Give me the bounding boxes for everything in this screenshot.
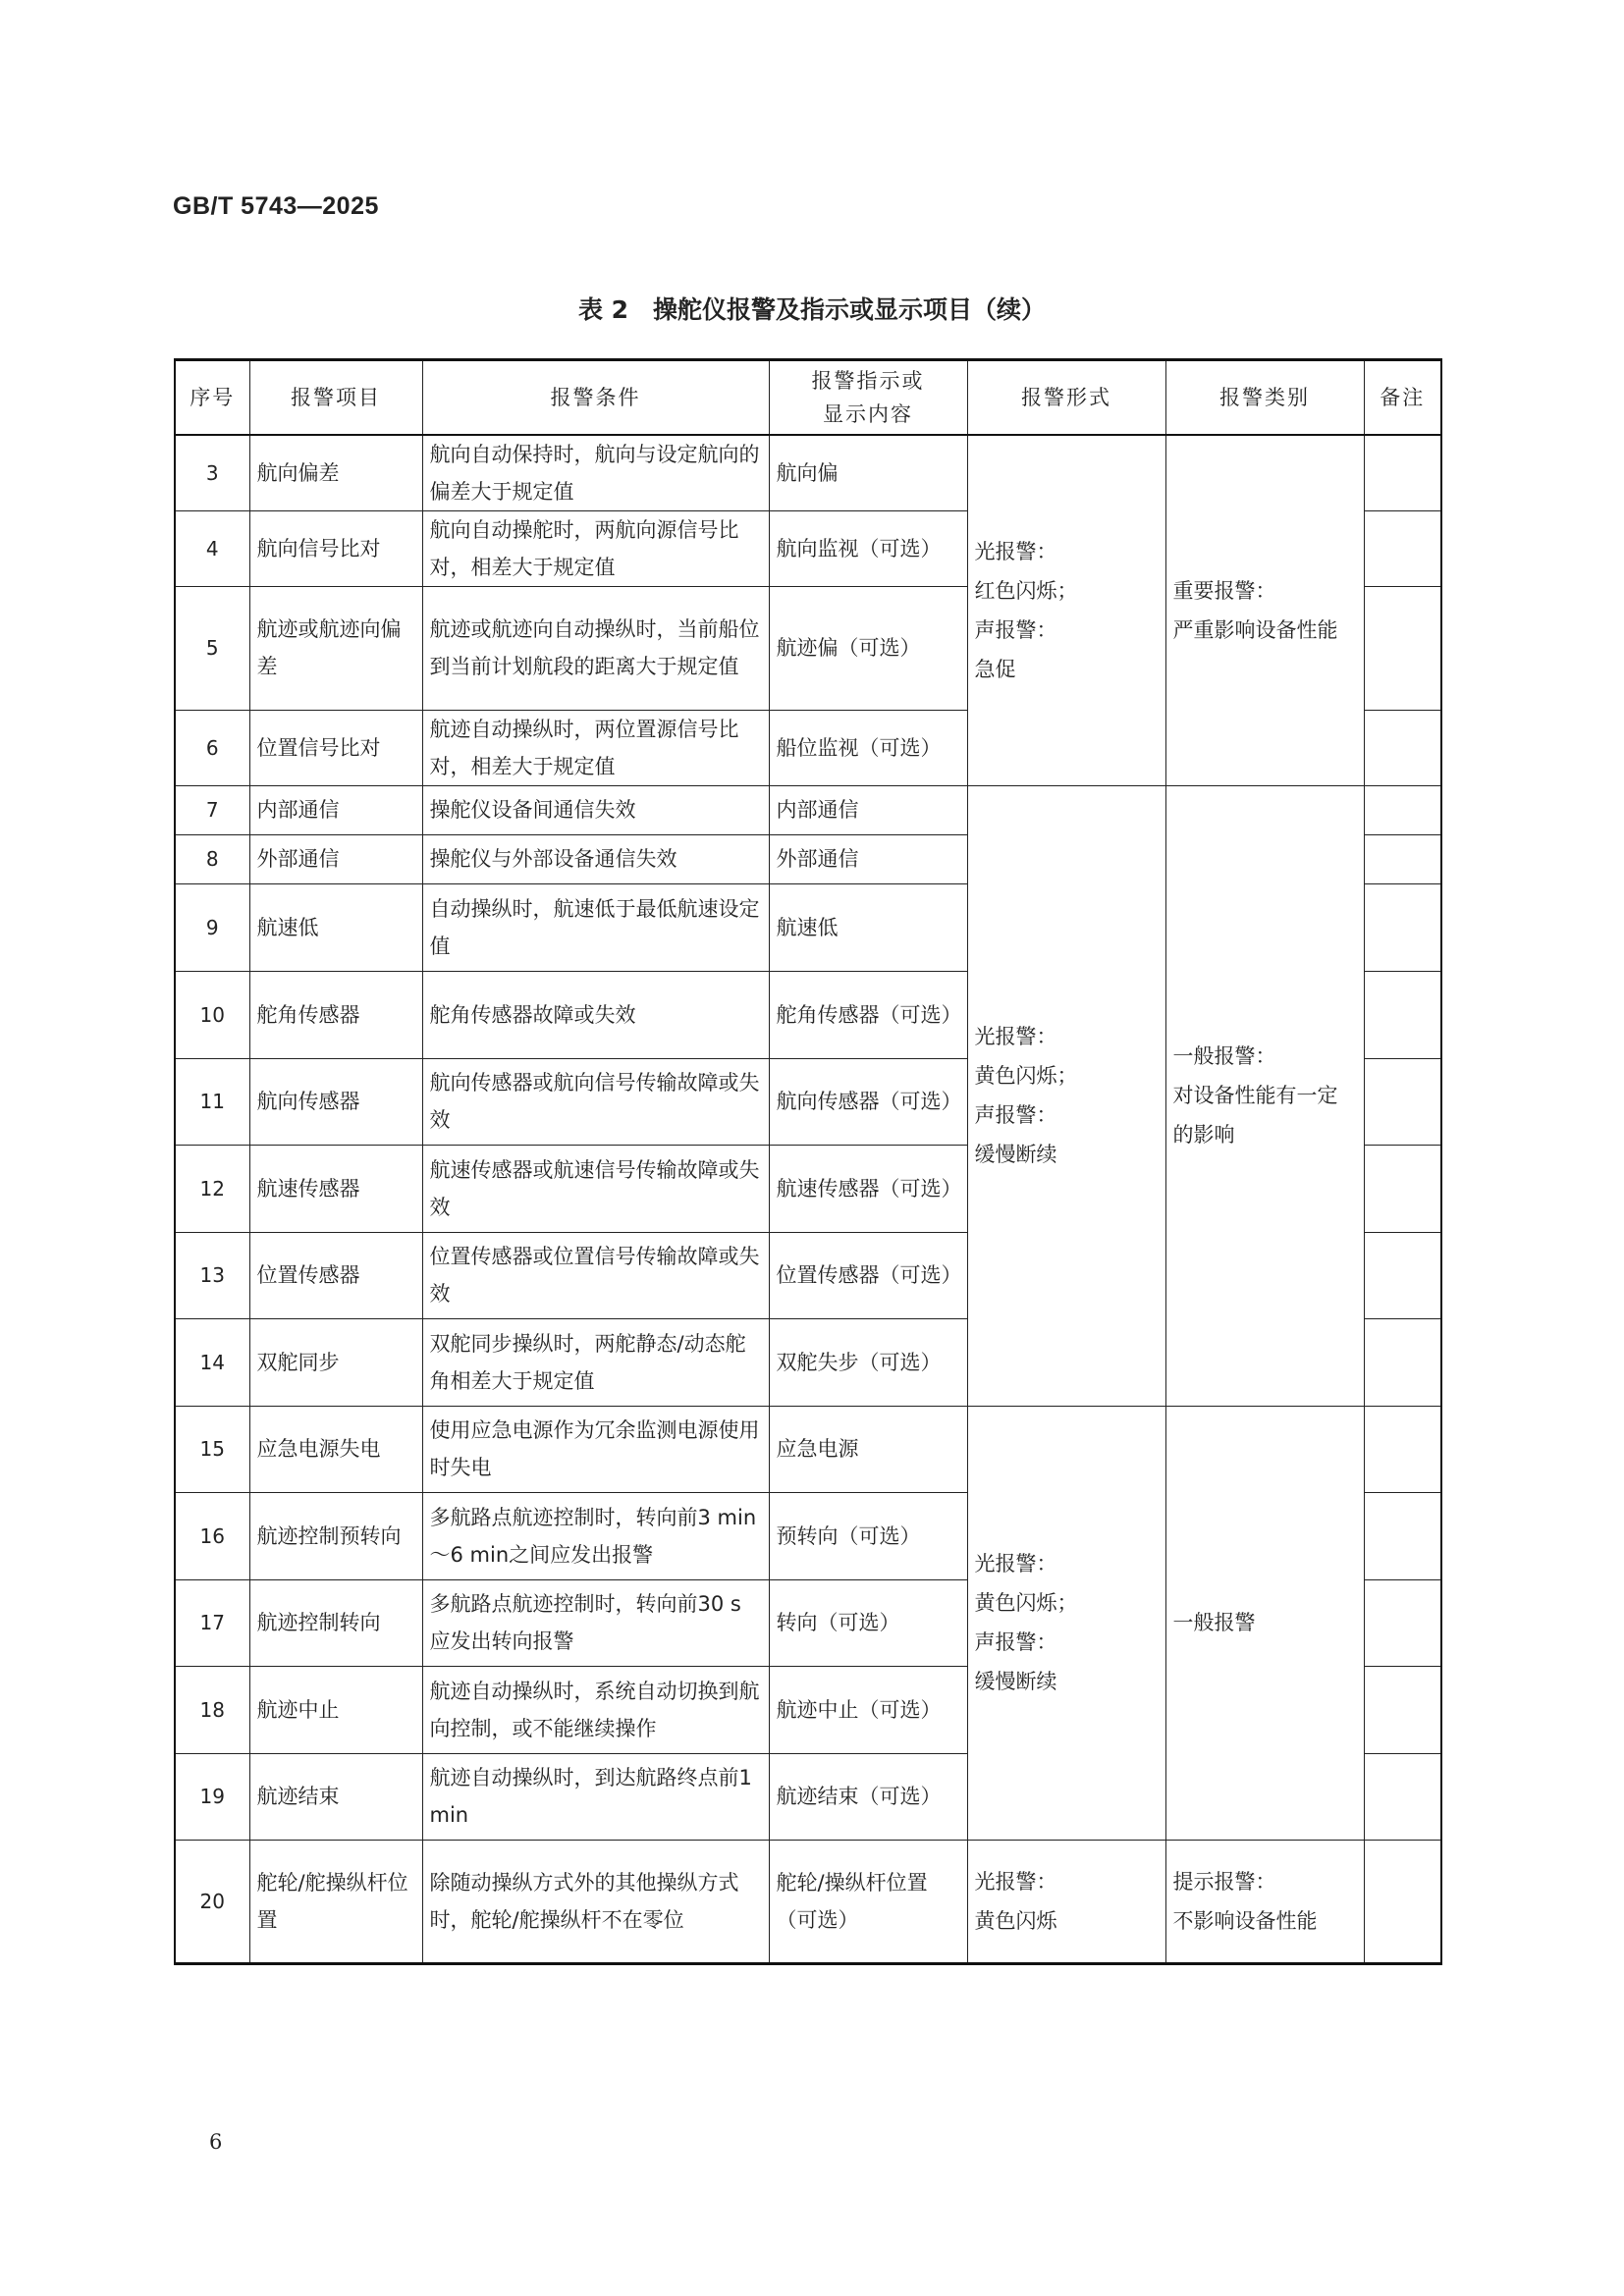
row-remarks <box>1364 710 1441 785</box>
row-no: 11 <box>175 1058 249 1145</box>
form-line: 光报警： <box>974 539 1057 563</box>
form-line: 声报警： <box>974 617 1057 642</box>
row-item: 位置信号比对 <box>249 710 422 785</box>
row-item: 双舵同步 <box>249 1318 422 1406</box>
row-condition: 双舵同步操纵时，两舵静态/动态舵角相差大于规定值 <box>422 1318 769 1406</box>
alarm-form-cell <box>967 435 1165 786</box>
alarm-table <box>174 358 1442 1965</box>
row-remarks <box>1364 1058 1441 1145</box>
row-condition: 操舵仪设备间通信失效 <box>422 785 769 834</box>
row-remarks <box>1364 883 1441 971</box>
col-header-item: 报警项目 <box>249 360 422 435</box>
row-condition: 航迹自动操纵时，两位置源信号比对，相差大于规定值 <box>422 710 769 785</box>
alarm-category-cell <box>1165 1406 1364 1840</box>
row-display: 航迹偏（可选） <box>769 586 967 710</box>
form-line: 缓慢断续 <box>974 1143 1057 1166</box>
table-row <box>175 1406 1441 1492</box>
alarm-form-cell <box>967 785 1165 1406</box>
row-remarks <box>1364 510 1441 586</box>
row-item: 航迹结束 <box>249 1753 422 1840</box>
col-header-display-line2: 显示内容 <box>823 401 913 426</box>
row-display: 舵轮/操纵杆位置（可选） <box>769 1840 967 1963</box>
col-header-no: 序号 <box>175 360 249 435</box>
page-number: 6 <box>209 2130 223 2154</box>
col-header-condition: 报警条件 <box>422 360 769 435</box>
row-no: 20 <box>175 1840 249 1963</box>
table-header-row <box>175 360 1441 435</box>
row-remarks <box>1364 1145 1441 1232</box>
row-remarks <box>1364 1666 1441 1753</box>
form-line: 黄色闪烁； <box>974 1591 1078 1615</box>
category-line: 对设备性能有一定的影响 <box>1172 1084 1338 1147</box>
table-title: 表 2 操舵仪报警及指示或显示项目（续） <box>577 295 1047 324</box>
form-line: 光报警： <box>974 1869 1057 1894</box>
row-condition: 航向自动保持时，航向与设定航向的偏差大于规定值 <box>422 435 769 511</box>
row-display: 转向（可选） <box>769 1579 967 1666</box>
row-no: 16 <box>175 1492 249 1579</box>
row-remarks <box>1364 1579 1441 1666</box>
table-row <box>175 785 1441 834</box>
alarm-category-cell <box>1165 785 1364 1406</box>
row-item: 位置传感器 <box>249 1232 422 1318</box>
col-header-display <box>769 360 967 435</box>
row-display: 航向偏 <box>769 435 967 511</box>
row-item: 舵轮/舵操纵杆位置 <box>249 1840 422 1963</box>
row-display: 外部通信 <box>769 834 967 883</box>
category-line: 重要报警： <box>1172 578 1276 603</box>
row-no: 13 <box>175 1232 249 1318</box>
row-no: 3 <box>175 435 249 511</box>
row-no: 17 <box>175 1579 249 1666</box>
row-item: 航迹或航迹向偏差 <box>249 586 422 710</box>
row-condition: 自动操纵时，航速低于最低航速设定值 <box>422 883 769 971</box>
row-condition: 航向传感器或航向信号传输故障或失效 <box>422 1058 769 1145</box>
row-remarks <box>1364 1406 1441 1492</box>
row-item: 航向传感器 <box>249 1058 422 1145</box>
row-condition: 航迹或航迹向自动操纵时，当前船位到当前计划航段的距离大于规定值 <box>422 586 769 710</box>
row-no: 6 <box>175 710 249 785</box>
table-row <box>175 1840 1441 1963</box>
row-display: 航向监视（可选） <box>769 510 967 586</box>
row-item: 舵角传感器 <box>249 971 422 1058</box>
form-line: 光报警： <box>974 1025 1057 1048</box>
row-no: 8 <box>175 834 249 883</box>
row-remarks <box>1364 834 1441 883</box>
row-display: 舵角传感器（可选） <box>769 971 967 1058</box>
row-display: 船位监视（可选） <box>769 710 967 785</box>
row-no: 14 <box>175 1318 249 1406</box>
row-item: 航向偏差 <box>249 435 422 511</box>
form-line: 红色闪烁； <box>974 578 1078 603</box>
row-condition: 除随动操纵方式外的其他操纵方式时，舵轮/舵操纵杆不在零位 <box>422 1840 769 1963</box>
row-display: 预转向（可选） <box>769 1492 967 1579</box>
row-condition: 航速传感器或航速信号传输故障或失效 <box>422 1145 769 1232</box>
row-display: 航速低 <box>769 883 967 971</box>
form-line: 声报警： <box>974 1103 1057 1127</box>
category-line: 不影响设备性能 <box>1172 1908 1318 1933</box>
row-remarks <box>1364 785 1441 834</box>
row-item: 应急电源失电 <box>249 1406 422 1492</box>
category-line: 一般报警： <box>1172 1044 1276 1068</box>
row-item: 航速传感器 <box>249 1145 422 1232</box>
col-header-display-line1: 报警指示或 <box>811 368 925 393</box>
row-remarks <box>1364 586 1441 710</box>
row-display: 航向传感器（可选） <box>769 1058 967 1145</box>
row-no: 15 <box>175 1406 249 1492</box>
category-line: 提示报警： <box>1172 1869 1276 1894</box>
table-row <box>175 435 1441 511</box>
row-condition: 航向自动操舵时，两航向源信号比对，相差大于规定值 <box>422 510 769 586</box>
category-line: 严重影响设备性能 <box>1172 617 1338 642</box>
row-remarks <box>1364 1753 1441 1840</box>
row-item: 外部通信 <box>249 834 422 883</box>
col-header-category: 报警类别 <box>1165 360 1364 435</box>
row-display: 航迹结束（可选） <box>769 1753 967 1840</box>
form-line: 声报警： <box>974 1630 1057 1654</box>
row-item: 航迹中止 <box>249 1666 422 1753</box>
row-remarks <box>1364 1318 1441 1406</box>
row-display: 应急电源 <box>769 1406 967 1492</box>
alarm-form-cell <box>967 1406 1165 1840</box>
row-no: 18 <box>175 1666 249 1753</box>
row-item: 航向信号比对 <box>249 510 422 586</box>
form-line: 缓慢断续 <box>974 1670 1057 1693</box>
row-remarks <box>1364 1840 1441 1963</box>
row-no: 10 <box>175 971 249 1058</box>
row-no: 19 <box>175 1753 249 1840</box>
row-no: 4 <box>175 510 249 586</box>
row-remarks <box>1364 1492 1441 1579</box>
row-condition: 舵角传感器故障或失效 <box>422 971 769 1058</box>
row-condition: 位置传感器或位置信号传输故障或失效 <box>422 1232 769 1318</box>
form-line: 光报警： <box>974 1552 1057 1575</box>
row-display: 双舵失步（可选） <box>769 1318 967 1406</box>
row-item: 航迹控制转向 <box>249 1579 422 1666</box>
col-header-form: 报警形式 <box>967 360 1165 435</box>
row-condition: 航迹自动操纵时，到达航路终点前1 min <box>422 1753 769 1840</box>
standard-code: GB/T 5743—2025 <box>173 192 379 220</box>
alarm-form-cell <box>967 1840 1165 1963</box>
row-no: 9 <box>175 883 249 971</box>
col-header-remarks: 备注 <box>1364 360 1441 435</box>
form-line: 急促 <box>974 657 1016 681</box>
row-no: 12 <box>175 1145 249 1232</box>
row-condition: 多航路点航迹控制时，转向前30 s应发出转向报警 <box>422 1579 769 1666</box>
row-remarks <box>1364 435 1441 511</box>
form-line: 黄色闪烁 <box>974 1908 1057 1933</box>
row-condition: 多航路点航迹控制时，转向前3 min～6 min之间应发出报警 <box>422 1492 769 1579</box>
row-display: 航速传感器（可选） <box>769 1145 967 1232</box>
row-no: 5 <box>175 586 249 710</box>
form-line: 黄色闪烁； <box>974 1064 1078 1088</box>
row-item: 航迹控制预转向 <box>249 1492 422 1579</box>
row-display: 位置传感器（可选） <box>769 1232 967 1318</box>
row-item: 内部通信 <box>249 785 422 834</box>
row-item: 航速低 <box>249 883 422 971</box>
row-condition: 航迹自动操纵时，系统自动切换到航向控制，或不能继续操作 <box>422 1666 769 1753</box>
row-condition: 使用应急电源作为冗余监测电源使用时失电 <box>422 1406 769 1492</box>
category-line: 一般报警 <box>1172 1611 1256 1634</box>
row-display: 内部通信 <box>769 785 967 834</box>
row-remarks <box>1364 1232 1441 1318</box>
alarm-category-cell <box>1165 435 1364 786</box>
row-remarks <box>1364 971 1441 1058</box>
alarm-category-cell <box>1165 1840 1364 1963</box>
row-condition: 操舵仪与外部设备通信失效 <box>422 834 769 883</box>
row-no: 7 <box>175 785 249 834</box>
row-display: 航迹中止（可选） <box>769 1666 967 1753</box>
